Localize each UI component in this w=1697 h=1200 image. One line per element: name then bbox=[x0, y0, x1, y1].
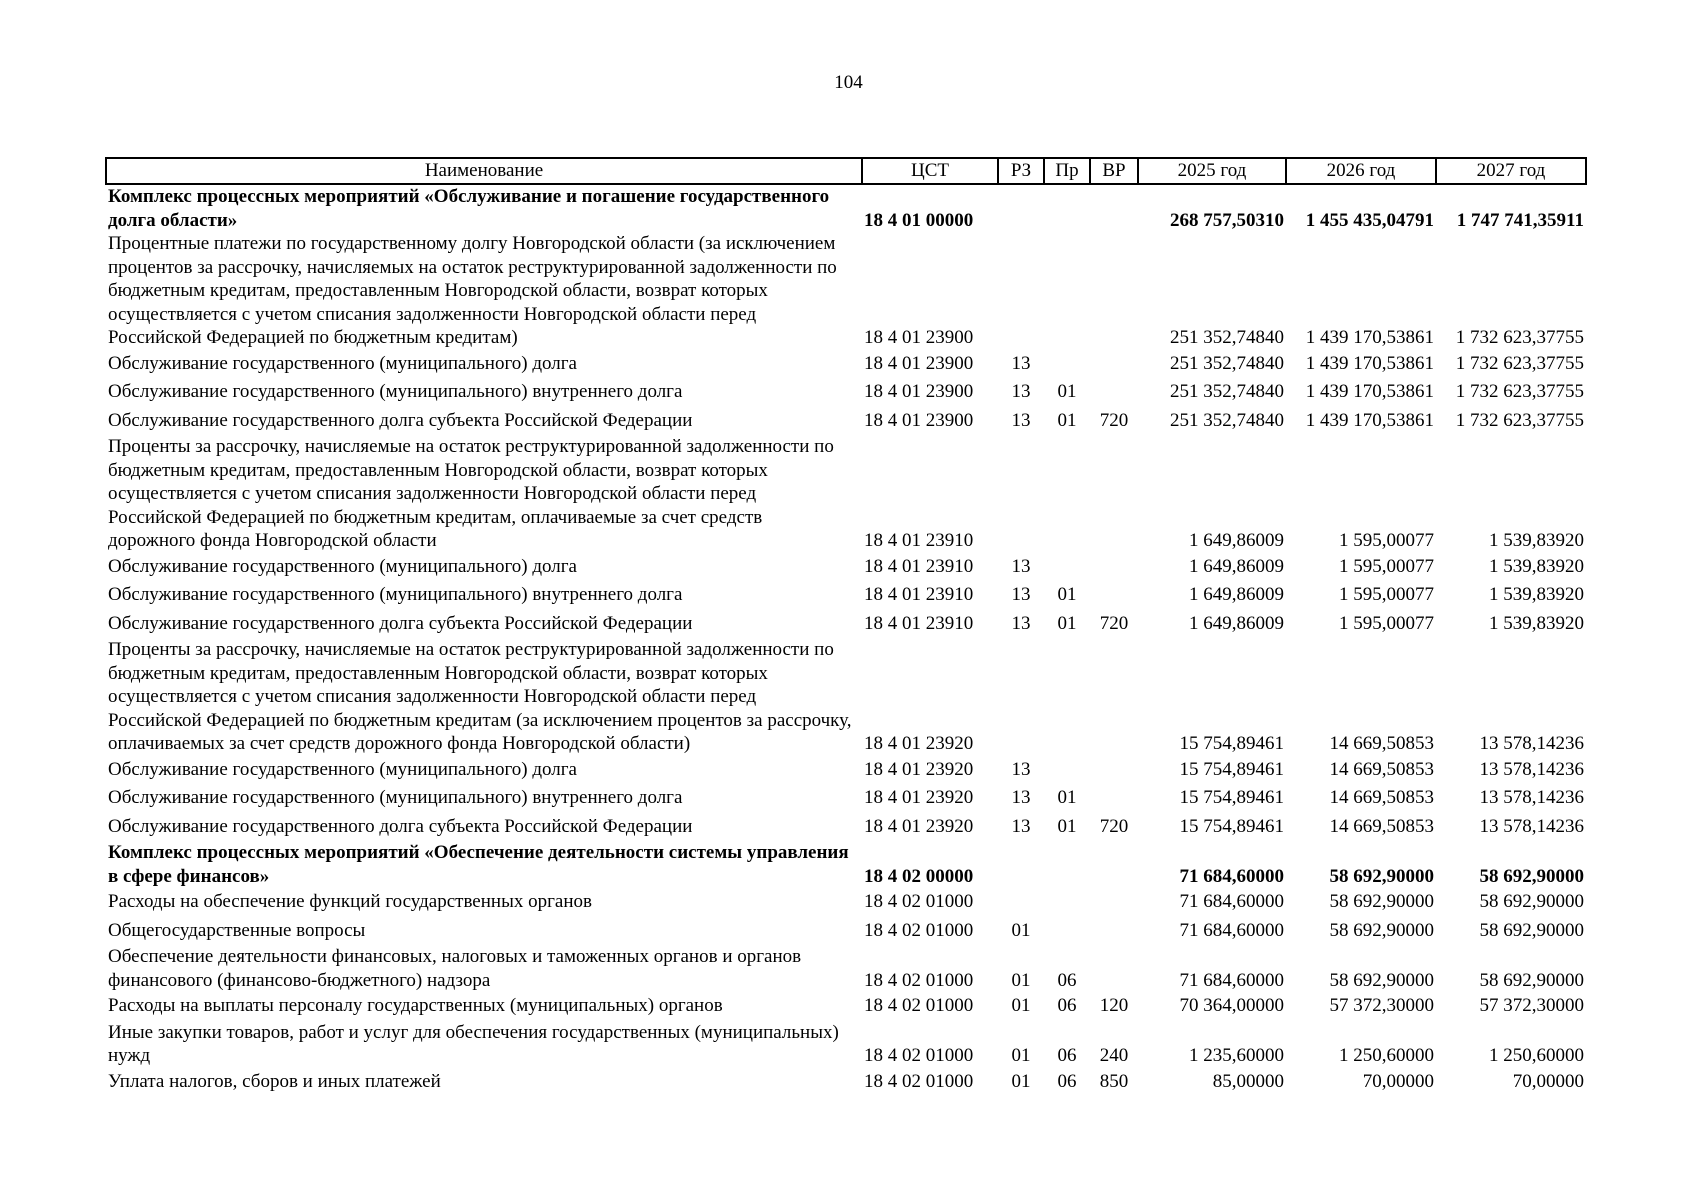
row-name: Обслуживание государственного (муниципального) долга bbox=[108, 758, 577, 780]
table-row bbox=[106, 841, 1586, 888]
row-rz: 13 bbox=[1011, 555, 1031, 577]
table-row bbox=[106, 553, 1586, 582]
row-2027: 58 692,90000 bbox=[1479, 891, 1584, 912]
row-2026: 57 372,30000 bbox=[1329, 995, 1434, 1016]
row-cst: 18 4 01 23910 bbox=[864, 584, 974, 605]
row-name: Проценты за рассрочку, начисляемые на остаток реструктурированной задолженности по бюджетным кредитам, предоставленным Новгородской области, возврат которых осуществляется с учетом списания задолженности Новгородской области перед Российской Федерацией по бюджетным кредитам, оплачиваемые за счет средств дорожного фонда Новгородской области bbox=[108, 436, 834, 551]
row-cst: 18 4 01 23900 bbox=[864, 352, 974, 374]
row-name: Иные закупки товаров, работ и услуг для обеспечения государственных (муниципальных) нужд bbox=[108, 1021, 839, 1066]
row-2026: 1 439 170,53861 bbox=[1305, 409, 1434, 431]
row-pr: 06 bbox=[1057, 1070, 1077, 1092]
row-vr bbox=[1090, 841, 1138, 888]
row-2025: 1 649,86009 bbox=[1189, 530, 1284, 551]
header-cst: ЦСТ bbox=[862, 158, 998, 184]
row-name: Обслуживание государственного (муниципального) долга bbox=[108, 352, 577, 374]
row-vr bbox=[1090, 945, 1138, 992]
row-rz: 13 bbox=[1011, 612, 1031, 634]
row-vr: 720 bbox=[1099, 409, 1129, 431]
row-rz: 01 bbox=[1011, 1045, 1031, 1066]
row-vr bbox=[1090, 350, 1138, 379]
table-row bbox=[106, 888, 1586, 917]
row-name: Обслуживание государственного (муниципального) долга bbox=[108, 555, 577, 577]
row-cst: 18 4 01 23910 bbox=[864, 530, 974, 551]
row-2025: 251 352,74840 bbox=[1170, 327, 1284, 348]
row-rz bbox=[998, 888, 1044, 917]
row-pr bbox=[1044, 756, 1090, 785]
row-rz bbox=[998, 841, 1044, 888]
row-rz bbox=[998, 232, 1044, 350]
table-row bbox=[106, 184, 1586, 232]
row-pr: 01 bbox=[1057, 787, 1077, 808]
row-2026: 58 692,90000 bbox=[1329, 865, 1434, 887]
row-2025: 251 352,74840 bbox=[1170, 381, 1284, 402]
table-row bbox=[106, 945, 1586, 992]
row-2025: 71 684,60000 bbox=[1179, 919, 1284, 941]
row-2027: 1 539,83920 bbox=[1489, 530, 1584, 551]
row-vr bbox=[1090, 784, 1138, 813]
table-row bbox=[106, 232, 1586, 350]
row-cst: 18 4 01 00000 bbox=[864, 209, 974, 231]
row-pr bbox=[1044, 232, 1090, 350]
row-rz bbox=[998, 184, 1044, 232]
row-2027: 57 372,30000 bbox=[1479, 995, 1584, 1016]
row-pr: 01 bbox=[1057, 584, 1077, 605]
row-2025: 15 754,89461 bbox=[1179, 758, 1284, 780]
row-cst: 18 4 01 23900 bbox=[864, 327, 974, 348]
row-2027: 1 539,83920 bbox=[1489, 584, 1584, 605]
row-name: Процентные платежи по государственному долгу Новгородской области (за исключением процентов за рассрочку, начисляемых на остаток реструктурированной задолженности по бюджетным кредитам, предоставленным Новгородской области, возврат которых осуществляется с учетом списания задолженности Новгородской области перед Российской Федерацией по бюджетным кредитам) bbox=[108, 233, 837, 348]
table-row bbox=[106, 784, 1586, 813]
row-rz: 01 bbox=[1011, 969, 1031, 991]
row-2027: 1 539,83920 bbox=[1489, 555, 1584, 577]
row-name: Обслуживание государственного (муниципального) внутреннего долга bbox=[108, 584, 683, 605]
row-2026: 1 595,00077 bbox=[1339, 555, 1434, 577]
row-cst: 18 4 02 01000 bbox=[864, 1070, 974, 1092]
row-2025: 71 684,60000 bbox=[1179, 865, 1284, 887]
table-row bbox=[106, 813, 1586, 842]
row-2025: 71 684,60000 bbox=[1179, 969, 1284, 991]
row-cst: 18 4 01 23910 bbox=[864, 612, 974, 634]
row-pr: 06 bbox=[1057, 995, 1077, 1016]
table-row bbox=[106, 407, 1586, 436]
row-cst: 18 4 01 23900 bbox=[864, 381, 974, 402]
row-vr bbox=[1090, 184, 1138, 232]
table-row bbox=[106, 992, 1586, 1021]
row-2027: 1 732 623,37755 bbox=[1455, 409, 1584, 431]
row-name: Комплекс процессных мероприятий «Обслуживание и погашение государственного долга области» bbox=[108, 186, 830, 231]
row-rz: 01 bbox=[1011, 995, 1031, 1016]
table-row bbox=[106, 1068, 1586, 1097]
row-name: Обслуживание государственного долга субъекта Российской Федерации bbox=[108, 815, 693, 837]
row-2026: 1 250,60000 bbox=[1339, 1045, 1434, 1066]
row-2026: 14 669,50853 bbox=[1329, 758, 1434, 780]
row-rz: 13 bbox=[1011, 787, 1031, 808]
row-vr bbox=[1090, 378, 1138, 407]
row-cst: 18 4 01 23920 bbox=[864, 758, 974, 780]
row-pr bbox=[1044, 917, 1090, 946]
row-vr: 720 bbox=[1099, 612, 1129, 634]
header-2026: 2026 год bbox=[1286, 158, 1436, 184]
row-2027: 1 539,83920 bbox=[1489, 612, 1584, 634]
row-2025: 1 235,60000 bbox=[1189, 1045, 1284, 1066]
header-pr: Пр bbox=[1044, 158, 1090, 184]
row-2025: 15 754,89461 bbox=[1179, 815, 1284, 837]
row-name: Проценты за рассрочку, начисляемые на остаток реструктурированной задолженности по бюджетным кредитам, предоставленным Новгородской области, возврат которых осуществляется с учетом списания задолженности Новгородской области перед Российской Федерацией по бюджетным кредитам (за исключением процентов за рассрочку, оплачиваемых за счет средств дорожного фонда Новгородской области) bbox=[108, 639, 852, 754]
row-rz: 13 bbox=[1011, 815, 1031, 837]
row-vr bbox=[1090, 435, 1138, 553]
row-vr: 850 bbox=[1099, 1070, 1129, 1092]
row-name: Обслуживание государственного долга субъекта Российской Федерации bbox=[108, 409, 693, 431]
header-row bbox=[106, 158, 1586, 184]
row-vr bbox=[1090, 888, 1138, 917]
row-vr bbox=[1090, 638, 1138, 756]
row-2025: 85,00000 bbox=[1212, 1070, 1284, 1092]
row-pr bbox=[1044, 184, 1090, 232]
row-vr: 240 bbox=[1099, 1045, 1129, 1066]
row-cst: 18 4 01 23920 bbox=[864, 815, 974, 837]
table-body bbox=[106, 184, 1586, 1096]
header-vr: ВР bbox=[1090, 158, 1138, 184]
row-rz: 13 bbox=[1011, 352, 1031, 374]
row-vr bbox=[1090, 553, 1138, 582]
table-header bbox=[106, 158, 1586, 184]
row-2027: 58 692,90000 bbox=[1479, 969, 1584, 991]
row-2026: 1 595,00077 bbox=[1339, 584, 1434, 605]
row-cst: 18 4 02 01000 bbox=[864, 919, 974, 941]
row-pr: 06 bbox=[1057, 1045, 1077, 1066]
row-name: Комплекс процессных мероприятий «Обеспечение деятельности системы управления в сфере финансов» bbox=[108, 842, 849, 887]
row-vr bbox=[1090, 756, 1138, 785]
row-2025: 70 364,00000 bbox=[1179, 995, 1284, 1016]
row-2026: 14 669,50853 bbox=[1329, 787, 1434, 808]
row-2026: 58 692,90000 bbox=[1329, 919, 1434, 941]
row-2026: 58 692,90000 bbox=[1329, 969, 1434, 991]
header-name: Наименование bbox=[106, 158, 862, 184]
table-row bbox=[106, 917, 1586, 946]
row-2025: 1 649,86009 bbox=[1189, 555, 1284, 577]
row-2027: 1 747 741,35911 bbox=[1456, 209, 1584, 231]
row-rz: 01 bbox=[1011, 919, 1031, 941]
row-2027: 1 732 623,37755 bbox=[1455, 327, 1584, 348]
row-pr: 01 bbox=[1057, 381, 1077, 402]
row-2026: 1 595,00077 bbox=[1339, 612, 1434, 634]
row-name: Обслуживание государственного (муниципального) внутреннего долга bbox=[108, 787, 683, 808]
row-pr bbox=[1044, 841, 1090, 888]
row-cst: 18 4 02 01000 bbox=[864, 891, 974, 912]
row-2025: 1 649,86009 bbox=[1189, 584, 1284, 605]
row-pr: 06 bbox=[1057, 969, 1077, 991]
budget-table bbox=[105, 157, 1587, 1096]
row-pr: 01 bbox=[1057, 612, 1077, 634]
row-name: Обслуживание государственного (муниципального) внутреннего долга bbox=[108, 381, 683, 402]
row-2026: 14 669,50853 bbox=[1329, 733, 1434, 754]
row-name: Расходы на обеспечение функций государственных органов bbox=[108, 891, 592, 912]
row-2026: 70,00000 bbox=[1362, 1070, 1434, 1092]
row-2025: 15 754,89461 bbox=[1179, 733, 1284, 754]
header-rz: РЗ bbox=[998, 158, 1044, 184]
row-2025: 268 757,50310 bbox=[1170, 209, 1284, 231]
row-name: Общегосударственные вопросы bbox=[108, 919, 366, 941]
row-cst: 18 4 01 23900 bbox=[864, 409, 974, 431]
table-row bbox=[106, 638, 1586, 756]
row-name: Обслуживание государственного долга субъекта Российской Федерации bbox=[108, 612, 693, 634]
row-cst: 18 4 02 01000 bbox=[864, 995, 974, 1016]
page-number: 104 bbox=[834, 72, 863, 93]
row-2025: 251 352,74840 bbox=[1170, 409, 1284, 431]
row-name: Расходы на выплаты персоналу государственных (муниципальных) органов bbox=[108, 995, 723, 1016]
row-cst: 18 4 02 01000 bbox=[864, 969, 974, 991]
row-vr: 120 bbox=[1099, 995, 1129, 1016]
row-2025: 71 684,60000 bbox=[1179, 891, 1284, 912]
row-2027: 70,00000 bbox=[1512, 1070, 1584, 1092]
row-vr bbox=[1090, 917, 1138, 946]
row-2027: 58 692,90000 bbox=[1479, 919, 1584, 941]
row-2026: 58 692,90000 bbox=[1329, 891, 1434, 912]
row-pr bbox=[1044, 435, 1090, 553]
row-2025: 1 649,86009 bbox=[1189, 612, 1284, 634]
row-2027: 13 578,14236 bbox=[1479, 733, 1584, 754]
row-cst: 18 4 01 23920 bbox=[864, 787, 974, 808]
row-2025: 15 754,89461 bbox=[1179, 787, 1284, 808]
table-row bbox=[106, 435, 1586, 553]
row-pr bbox=[1044, 553, 1090, 582]
row-rz bbox=[998, 435, 1044, 553]
row-2025: 251 352,74840 bbox=[1170, 352, 1284, 374]
row-cst: 18 4 01 23920 bbox=[864, 733, 974, 754]
row-vr: 720 bbox=[1099, 815, 1129, 837]
table-row bbox=[106, 581, 1586, 610]
row-2027: 13 578,14236 bbox=[1479, 758, 1584, 780]
row-2026: 1 439 170,53861 bbox=[1305, 381, 1434, 402]
row-2026: 1 439 170,53861 bbox=[1305, 352, 1434, 374]
row-rz: 13 bbox=[1011, 758, 1031, 780]
table-row bbox=[106, 350, 1586, 379]
row-pr: 01 bbox=[1057, 409, 1077, 431]
row-rz bbox=[998, 638, 1044, 756]
row-pr: 01 bbox=[1057, 815, 1077, 837]
row-2027: 58 692,90000 bbox=[1479, 865, 1584, 887]
row-cst: 18 4 02 01000 bbox=[864, 1045, 974, 1066]
row-2027: 1 250,60000 bbox=[1489, 1045, 1584, 1066]
row-2026: 1 455 435,04791 bbox=[1305, 209, 1434, 231]
header-2027: 2027 год bbox=[1436, 158, 1586, 184]
table-row bbox=[106, 1021, 1586, 1068]
row-rz: 13 bbox=[1011, 381, 1031, 402]
row-cst: 18 4 01 23910 bbox=[864, 555, 974, 577]
row-pr bbox=[1044, 888, 1090, 917]
row-rz: 13 bbox=[1011, 409, 1031, 431]
row-2026: 1 439 170,53861 bbox=[1305, 327, 1434, 348]
row-2026: 14 669,50853 bbox=[1329, 815, 1434, 837]
row-name: Обеспечение деятельности финансовых, налоговых и таможенных органов и органов финансового (финансово-бюджетного) надзора bbox=[108, 946, 802, 991]
row-pr bbox=[1044, 638, 1090, 756]
header-2025: 2025 год bbox=[1138, 158, 1286, 184]
table-row bbox=[106, 378, 1586, 407]
row-name: Уплата налогов, сборов и иных платежей bbox=[108, 1070, 441, 1092]
row-vr bbox=[1090, 232, 1138, 350]
row-rz: 13 bbox=[1011, 584, 1031, 605]
row-2027: 13 578,14236 bbox=[1479, 787, 1584, 808]
row-2027: 1 732 623,37755 bbox=[1455, 381, 1584, 402]
row-rz: 01 bbox=[1011, 1070, 1031, 1092]
row-2027: 1 732 623,37755 bbox=[1455, 352, 1584, 374]
row-pr bbox=[1044, 350, 1090, 379]
row-vr bbox=[1090, 581, 1138, 610]
row-cst: 18 4 02 00000 bbox=[864, 865, 974, 887]
table-row bbox=[106, 610, 1586, 639]
row-2026: 1 595,00077 bbox=[1339, 530, 1434, 551]
row-2027: 13 578,14236 bbox=[1479, 815, 1584, 837]
table-row bbox=[106, 756, 1586, 785]
